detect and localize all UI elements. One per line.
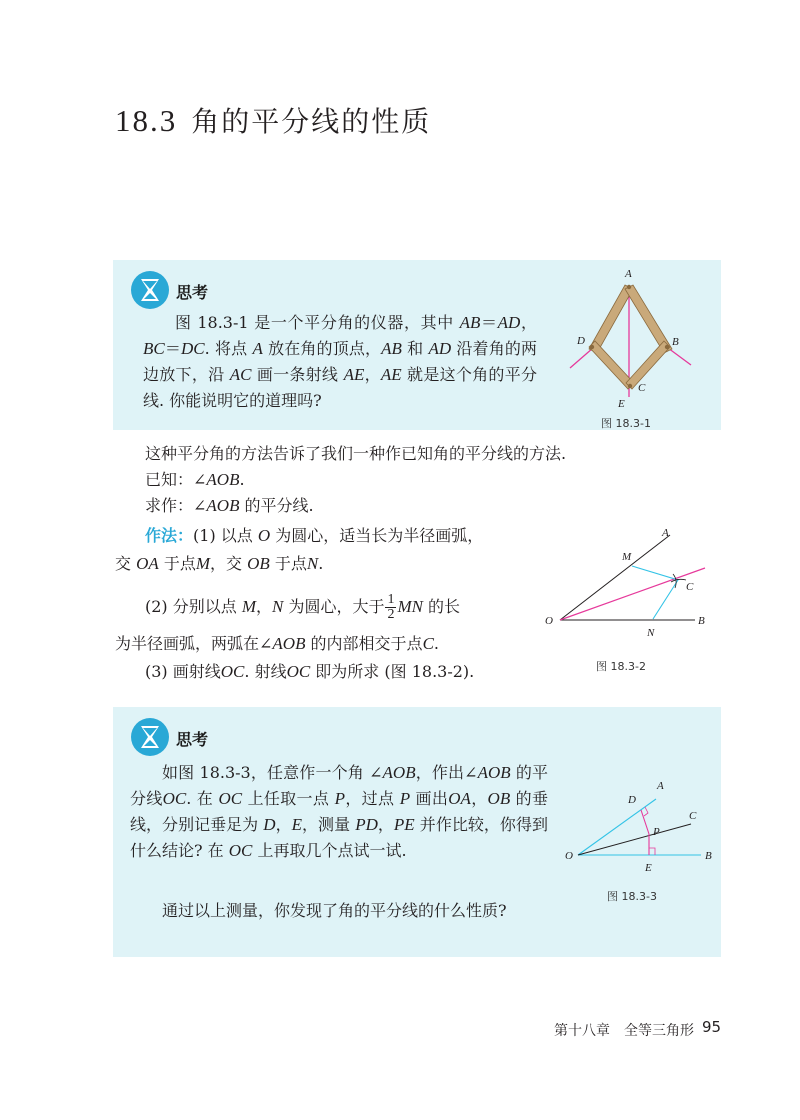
figure-18-3-3 bbox=[561, 769, 721, 879]
think2-run-math: OC bbox=[218, 789, 243, 808]
step2-line1 bbox=[145, 593, 460, 622]
footer-chapter: 第十八章 全等三角形 bbox=[554, 1023, 694, 1039]
think1-run-math: AB bbox=[381, 339, 402, 358]
step1-math-n: N bbox=[306, 554, 319, 573]
think2-run-text: 画出 bbox=[410, 789, 449, 808]
think1-run-math: AE bbox=[380, 365, 402, 384]
think1-run-text: ＝ bbox=[480, 313, 498, 332]
think2-run-text: 如图 18.3-3，任意作一个角 ∠ bbox=[162, 763, 383, 782]
step3-text-a: (3) 画射线 bbox=[145, 662, 221, 681]
step3-line bbox=[145, 659, 474, 685]
step2-text-b: ， bbox=[256, 597, 273, 616]
think1-run-text: 画一条射线 bbox=[251, 365, 344, 384]
fraction-numerator: 1 bbox=[387, 592, 395, 607]
step1-line2 bbox=[115, 551, 323, 577]
think1-run-text: ＝ bbox=[164, 339, 182, 358]
task-math: AOB bbox=[206, 496, 240, 515]
step1-text-d: 于点 bbox=[158, 554, 196, 573]
think-box-1 bbox=[113, 260, 721, 430]
step1-math-ob: OB bbox=[247, 554, 270, 573]
figure-18-3-1-caption: 图 18.3-1 bbox=[601, 417, 651, 430]
think2-run-text: 并作比较，你得到什么结论? 在 bbox=[130, 815, 548, 860]
figure-18-3-1 bbox=[568, 265, 698, 415]
think1-run-math: DC bbox=[181, 339, 205, 358]
angle-side-left bbox=[570, 348, 593, 368]
think-label: 思考 bbox=[176, 730, 209, 749]
section-title-text: 角的平分线的性质 bbox=[191, 105, 432, 138]
step1-text-e: ，交 bbox=[210, 554, 248, 573]
step2-math-c: C bbox=[422, 634, 434, 653]
think2-run-text: ，测量 bbox=[302, 815, 356, 834]
think2-run-math: AOB bbox=[477, 763, 511, 782]
ray-oc bbox=[578, 824, 691, 855]
fig1-label-b: B bbox=[672, 336, 679, 348]
step2-text-f: 的内部相交于点 bbox=[305, 634, 423, 653]
think2-run-text: . 在 bbox=[186, 789, 219, 808]
think2-run-text: 的垂线，分别记垂足为 bbox=[130, 789, 548, 834]
figure-18-3-3-caption: 图 18.3-3 bbox=[607, 890, 657, 903]
fig3-label-p: P bbox=[653, 826, 660, 838]
step2-math-mn: MN bbox=[397, 597, 423, 616]
step1-math-oa: OA bbox=[136, 554, 159, 573]
fig2-label-o: O bbox=[545, 615, 553, 627]
fig1-label-c: C bbox=[638, 382, 646, 394]
angle-side-right bbox=[668, 348, 691, 365]
step1-math-o: O bbox=[257, 526, 271, 545]
step1-line1 bbox=[145, 523, 483, 549]
fraction-denominator: 2 bbox=[387, 607, 395, 622]
task-end: 的平分线. bbox=[239, 496, 314, 515]
page-number: 95 bbox=[702, 1018, 722, 1036]
think-label: 思考 bbox=[176, 283, 209, 302]
think2-run-text: 的平分线 bbox=[130, 763, 548, 808]
task-line bbox=[145, 493, 314, 519]
think2-run-math: E bbox=[291, 815, 302, 834]
think2-paragraph-1 bbox=[130, 760, 548, 864]
think1-run-math: AC bbox=[229, 365, 252, 384]
think1-run-text: 图 18.3-1 是一个平分角的仪器，其中 bbox=[175, 313, 460, 332]
think1-run-math: AD bbox=[497, 313, 521, 332]
ray-oa bbox=[578, 799, 656, 855]
step3-math-oc2: OC bbox=[286, 662, 311, 681]
step2-angle-symbol: ∠ bbox=[259, 634, 273, 653]
method-label: 作法： bbox=[145, 526, 194, 545]
fig2-label-c: C bbox=[686, 581, 694, 593]
fig3-label-d: D bbox=[628, 794, 636, 806]
think2-run-text: ，过点 bbox=[345, 789, 400, 808]
task-label: 求作： bbox=[145, 496, 194, 515]
ray-oa bbox=[560, 535, 670, 620]
step3-text-b: . 射线 bbox=[244, 662, 287, 681]
think1-run-text: 和 bbox=[401, 339, 429, 358]
think2-run-math: D bbox=[263, 815, 276, 834]
fig2-label-n: N bbox=[647, 627, 655, 639]
given-label: 已知： bbox=[145, 470, 194, 489]
given-end: . bbox=[239, 470, 245, 489]
think2-run-text: ， bbox=[377, 815, 394, 834]
think2-run-text: ，作出∠ bbox=[415, 763, 478, 782]
step2-text-c: 为圆心，大于 bbox=[283, 597, 385, 616]
think2-run-text: 上再取几个点试一试. bbox=[252, 841, 407, 860]
fig2-label-m: M bbox=[622, 551, 632, 563]
fig3-label-e: E bbox=[645, 862, 652, 874]
rod-bc bbox=[626, 341, 670, 389]
think2-run-text: ， bbox=[275, 815, 292, 834]
think1-run-math: AD bbox=[428, 339, 452, 358]
task-angle-symbol: ∠ bbox=[193, 496, 207, 515]
think2-run-math: OA bbox=[448, 789, 471, 808]
think-icon bbox=[130, 717, 170, 757]
think1-run-text: 就是这个角的平分线. 你能说明它的道理吗? bbox=[143, 365, 537, 410]
think2-run-math: OB bbox=[487, 789, 511, 808]
step1-text-g: . bbox=[318, 554, 324, 573]
think2-run-text: 上任取一点 bbox=[242, 789, 335, 808]
section-title bbox=[115, 100, 431, 140]
step2-text-d: 的长 bbox=[422, 597, 461, 616]
fig2-label-a: A bbox=[662, 527, 669, 539]
think2-run-math: P bbox=[399, 789, 411, 808]
fig1-label-a: A bbox=[625, 268, 632, 280]
think2-run-math: PD bbox=[355, 815, 378, 834]
step1-text-b: 为圆心，适当长为半径画弧， bbox=[270, 526, 484, 545]
think2-run-math: P bbox=[334, 789, 346, 808]
think1-run-text: ， bbox=[364, 365, 381, 384]
think1-run-text: 放在角的顶点， bbox=[262, 339, 382, 358]
think-icon bbox=[130, 270, 170, 310]
think2-run-math: OC bbox=[228, 841, 253, 860]
section-number: 18.3 bbox=[115, 103, 178, 138]
step2-text-g: . bbox=[433, 634, 439, 653]
given-line bbox=[145, 467, 245, 493]
construction-arcs bbox=[632, 566, 678, 619]
figure-18-3-2-caption: 图 18.3-2 bbox=[596, 660, 646, 673]
step1-text-f: 于点 bbox=[269, 554, 307, 573]
think1-run-math: A bbox=[252, 339, 263, 358]
fig2-label-b: B bbox=[698, 615, 705, 627]
figure-18-3-2 bbox=[540, 520, 720, 650]
think1-run-text: ， bbox=[520, 313, 537, 332]
step3-text-c: 即为所求 (图 18.3-2). bbox=[310, 662, 475, 681]
fig3-label-o: O bbox=[565, 850, 573, 862]
think2-run-math: OC bbox=[162, 789, 187, 808]
think2-run-text: ， bbox=[470, 789, 488, 808]
step2-text-e: 为半径画弧，两弧在 bbox=[115, 634, 260, 653]
ray-oc bbox=[560, 568, 705, 620]
step2-line2 bbox=[115, 631, 439, 657]
step3-math-oc1: OC bbox=[220, 662, 245, 681]
fig3-label-c: C bbox=[689, 810, 697, 822]
think1-run-math: AE bbox=[343, 365, 365, 384]
fig3-label-b: B bbox=[705, 850, 712, 862]
think2-run-math: AOB bbox=[382, 763, 416, 782]
think1-run-text: 沿着角的两边放下，沿 bbox=[143, 339, 537, 384]
fig1-label-e: E bbox=[618, 398, 625, 410]
fig3-label-a: A bbox=[657, 780, 664, 792]
step2-math-m: M bbox=[241, 597, 257, 616]
think2-run-math: PE bbox=[393, 815, 415, 834]
given-math: AOB bbox=[206, 470, 240, 489]
think1-paragraph bbox=[143, 310, 537, 414]
step2-math-aob: AOB bbox=[272, 634, 306, 653]
step1-math-m: M bbox=[195, 554, 211, 573]
given-angle-symbol: ∠ bbox=[193, 470, 207, 489]
step2-text-a: (2) 分别以点 bbox=[145, 597, 242, 616]
think-box-2 bbox=[113, 707, 721, 957]
construction-intro: 这种平分角的方法告诉了我们一种作已知角的平分线的方法. bbox=[145, 444, 567, 463]
think1-run-math: BC bbox=[143, 339, 165, 358]
step1-text-a: (1) 以点 bbox=[193, 526, 258, 545]
think1-run-text: . 将点 bbox=[204, 339, 253, 358]
step1-text-c: 交 bbox=[115, 554, 137, 573]
think1-run-math: AB bbox=[459, 313, 481, 332]
fraction-one-half bbox=[385, 593, 396, 622]
fig1-label-d: D bbox=[577, 335, 585, 347]
step2-math-n: N bbox=[272, 597, 284, 616]
think2-paragraph-2: 通过以上测量，你发现了角的平分线的什么性质? bbox=[162, 901, 507, 920]
